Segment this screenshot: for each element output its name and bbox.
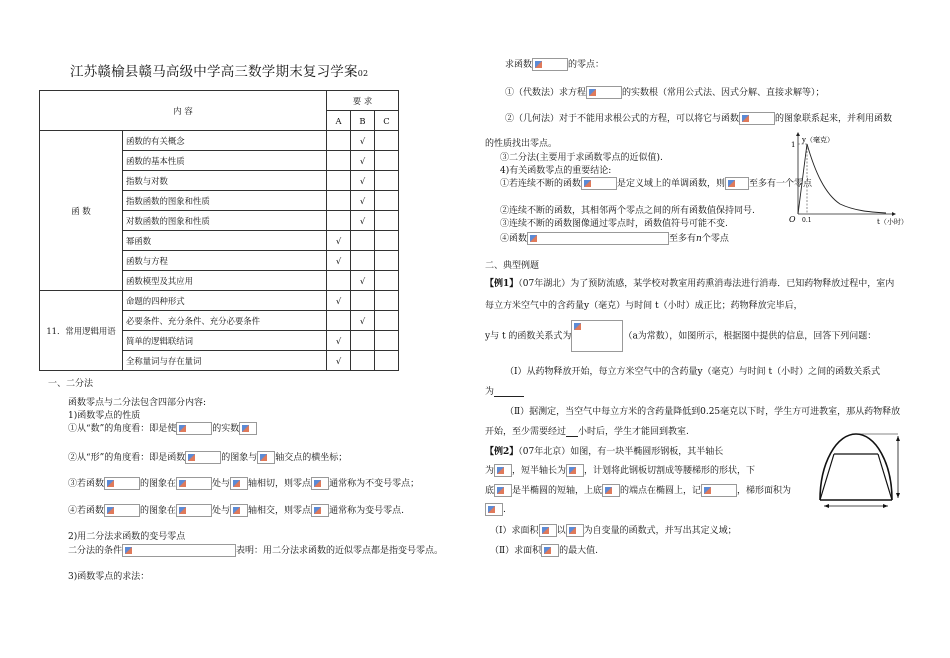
page-title: 江苏赣榆县赣马高级中学高三数学期末复习学案02 <box>70 64 369 80</box>
table-row: 函数模型及其应用 <box>123 271 327 291</box>
text-line: . <box>485 503 506 516</box>
text-line: 为 <box>485 384 524 397</box>
table-row: 全称量词与存在量词 <box>123 351 327 371</box>
formula-image <box>311 477 329 490</box>
table-row: 命题的四种形式 <box>123 291 327 311</box>
formula-image <box>122 544 236 557</box>
text-line: （Ⅰ）求面积 以 为自变量的函数式，并写出其定义域； <box>490 526 737 536</box>
text-line: ①若连续不断的函数 是定义域上的单调函数，则 至多有一个零点 <box>500 179 813 189</box>
formula-image <box>257 451 275 464</box>
text-line: 每立方米空气中的含药量y（毫克）与时间 t（小时）成正比；药物释放完毕后， <box>485 301 803 311</box>
formula-image <box>176 477 212 490</box>
table-row: 函数的有关概念 <box>123 131 327 151</box>
text-line: ④若函数 的图象在 处与 轴相交，则零点 通常称为变号零点. <box>68 506 404 516</box>
formula-image <box>566 524 584 537</box>
text-line: 2)用二分法求函数的变号零点 <box>68 532 186 542</box>
graph-y1: 1 <box>791 141 796 149</box>
formula-image <box>532 58 568 71</box>
text-line: 【例1】（07年湖北）为了预防流感，某学校对教室用药熏消毒法进行消毒．已知药物释放过程中，室内 <box>485 279 895 289</box>
table-header-content: 内 容 <box>40 91 327 131</box>
text-line: ①从“数”的角度看：即是使 的实数 <box>68 421 257 435</box>
col-c: C <box>375 111 399 131</box>
table-row: 必要条件、充分条件、充分必要条件 <box>123 311 327 331</box>
formula-image <box>230 477 248 490</box>
text-line: 4)有关函数零点的重要结论: <box>500 166 612 176</box>
decay-graph <box>780 132 910 232</box>
graph-origin: O <box>789 215 796 224</box>
text-line: 的性质找出零点。 <box>485 139 558 149</box>
text-line: ①（代数法）求方程 的实数根（常用公式法、因式分解、直接求解等）； <box>505 88 825 98</box>
table-row: 简单的逻辑联结词 <box>123 331 327 351</box>
formula-image <box>176 422 212 435</box>
half-ellipse-figure <box>812 428 902 510</box>
col-b: B <box>351 111 375 131</box>
formula-image <box>104 504 140 517</box>
formula-image <box>541 544 559 557</box>
formula-image <box>239 422 257 435</box>
text-line: ②连续不断的函数，其相邻两个零点之间的所有函数值保持同号. <box>500 206 755 216</box>
formula-image <box>581 177 617 190</box>
formula-image <box>571 320 623 352</box>
formula-image <box>185 451 221 464</box>
formula-image <box>311 504 329 517</box>
text-line: （Ⅰ）从药物释放开始，每立方米空气中的含药量y（毫克）与时间 t（小时）之间的函数关系式 <box>505 367 881 377</box>
formula-image <box>494 464 512 477</box>
text-line: （Ⅱ）据测定，当空气中每立方米的含药量降低到0.25毫克以下时，学生方可进教室，那从药物释放 <box>505 407 901 417</box>
text-line: 【例2】（07年北京）如图，有一块半椭圆形钢板，其半轴长 <box>485 447 724 457</box>
text-line: 3)函数零点的求法： <box>68 572 150 582</box>
text-line: 二分法的条件 表明：用二分法求函数的近似零点都是指变号零点。 <box>68 546 444 556</box>
requirements-table: 内 容 要 求 A B C 函 数 函数的有关概念 √ 函数的基本性质 √ 指数与对数 √ 指数函数的图象和性质 √ 对数函数的图象和性质 √ 幂函数 √ 函数与方程 √ 函数模型及其应用 √ 11．常用逻辑用语 命题的四种形式 √ 必要条件、充分条件、充分必要条件 √ 简单的逻辑联结词 √ 全称量词与存在量词 √ <box>39 90 399 371</box>
formula-image <box>739 112 775 125</box>
table-row: 指数与对数 <box>123 171 327 191</box>
group-name: 11．常用逻辑用语 <box>40 291 123 371</box>
formula-image <box>701 484 737 497</box>
formula-image <box>725 177 749 190</box>
graph-xlabel: t（小时） <box>877 218 908 226</box>
section-heading: 二、典型例题 <box>485 261 540 271</box>
table-row: 函数与方程 <box>123 251 327 271</box>
section-heading: 一、二分法 <box>48 379 94 389</box>
formula-image <box>539 524 557 537</box>
text-line: y与 t 的函数关系式为 （a为常数），如图所示，根据图中提供的信息，回答下列问题： <box>485 320 876 352</box>
text-line: 1)函数零点的性质 <box>68 411 141 421</box>
table-row: 幂函数 <box>123 231 327 251</box>
text-line: （Ⅱ）求面积 的最大值. <box>490 546 598 556</box>
text-line: ④函数 至多有n个零点 <box>500 234 729 244</box>
graph-x01: 0.1 <box>802 217 812 224</box>
table-row: 指数函数的图象和性质 <box>123 191 327 211</box>
text-line: 函数零点与二分法包含四部分内容: <box>68 398 207 408</box>
table-row: 函数的基本性质 <box>123 151 327 171</box>
formula-image <box>104 477 140 490</box>
formula-image <box>566 464 584 477</box>
formula-image <box>494 484 512 497</box>
text-line: 开始，至少需要经过 小时后，学生才能回到教室. <box>485 427 689 437</box>
formula-image <box>176 504 212 517</box>
graph-ylabel: y（毫克） <box>802 136 834 144</box>
formula-image <box>230 504 248 517</box>
text-line: ③若函数 的图象在 处与 轴相切，则零点 通常称为不变号零点； <box>68 479 420 489</box>
text-line: ③连续不断的函数图像通过零点时，函数值符号可能不变. <box>500 219 728 229</box>
text-line: 底 是半椭圆的短轴，上底 的端点在椭圆上，记 ，梯形面积为 <box>485 486 792 496</box>
text-line: ②从“形”的角度看：即是函数 的图象与 轴交点的横坐标； <box>68 453 348 463</box>
formula-image <box>485 503 503 516</box>
text-line: ③二分法(主要用于求函数零点的近似值). <box>500 153 663 163</box>
table-row: 对数函数的图象和性质 <box>123 211 327 231</box>
group-name: 函 数 <box>40 131 123 291</box>
text-line: ②（几何法）对于不能用求根公式的方程，可以将它与函数 的图象联系起来，并利用函数 <box>505 114 893 124</box>
formula-image <box>527 232 669 245</box>
text-line: 求函数 的零点： <box>505 60 605 70</box>
formula-image <box>586 86 622 99</box>
col-a: A <box>327 111 351 131</box>
table-header-req: 要 求 <box>327 91 399 111</box>
text-line: 为 ，短半轴长为 ，计划将此钢板切割成等腰梯形的形状，下 <box>485 466 756 476</box>
formula-image <box>602 484 620 497</box>
